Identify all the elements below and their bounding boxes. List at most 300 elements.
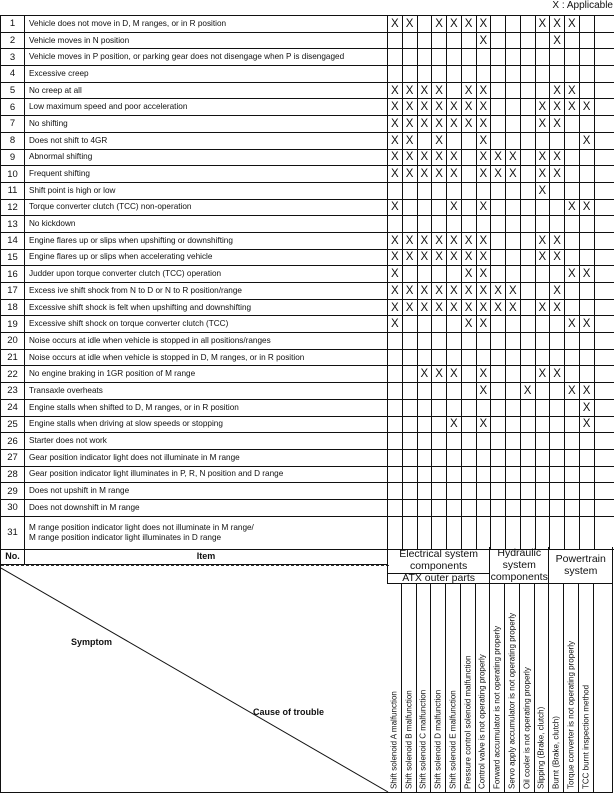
row-number: 17	[1, 283, 25, 299]
mark-cell	[462, 150, 477, 166]
mark-cell	[506, 333, 521, 349]
mark-cell	[462, 366, 477, 382]
category-hydraulic: Hydraulic system components	[490, 547, 548, 583]
category-atx: ATX outer parts	[387, 572, 490, 584]
mark-cell	[447, 350, 462, 366]
mark-cell	[462, 350, 477, 366]
mark-cell: X	[462, 99, 477, 115]
mark-cell	[491, 200, 506, 216]
mark-cell	[550, 417, 565, 433]
cause-column-label: Pressure control solenoid malfunction	[463, 655, 473, 789]
mark-cell	[506, 99, 521, 115]
table-header-area	[0, 547, 613, 793]
mark-cell	[491, 500, 506, 516]
table-row	[1, 49, 614, 66]
mark-cell	[565, 250, 580, 266]
cause-column-header	[446, 584, 461, 793]
mark-cell	[447, 450, 462, 466]
mark-cell	[418, 266, 433, 282]
mark-cell	[506, 450, 521, 466]
mark-cell	[388, 333, 403, 349]
header-no: No.	[1, 547, 25, 565]
mark-cell	[565, 433, 580, 449]
mark-cell	[418, 333, 433, 349]
mark-cell	[536, 316, 551, 332]
mark-cell: X	[403, 83, 418, 99]
symptom-label: Symptom	[71, 637, 113, 647]
mark-cell	[462, 216, 477, 232]
row-number: 26	[1, 433, 25, 449]
row-item: Frequent shifting	[25, 166, 388, 182]
mark-cell: X	[388, 250, 403, 266]
mark-cell: X	[447, 200, 462, 216]
mark-cell: X	[432, 116, 447, 132]
mark-cell: X	[418, 116, 433, 132]
row-item: Excessive shift shock on torque converter clutch (TCC)	[25, 316, 388, 332]
mark-cell	[447, 316, 462, 332]
mark-cell: X	[565, 316, 580, 332]
mark-cell	[521, 283, 536, 299]
table-row	[1, 83, 614, 100]
symptom-table	[0, 15, 614, 550]
cause-column-header	[505, 584, 520, 793]
mark-cell	[477, 350, 492, 366]
mark-cell	[403, 417, 418, 433]
mark-cell	[432, 316, 447, 332]
table-row	[1, 250, 614, 267]
mark-cell: X	[565, 200, 580, 216]
mark-cell	[565, 33, 580, 49]
row-item: No kickdown	[25, 216, 388, 232]
mark-cell	[580, 16, 595, 32]
row-item: Does not downshift in M range	[25, 500, 388, 516]
mark-cell	[580, 233, 595, 249]
mark-cell	[565, 400, 580, 416]
mark-cell	[491, 483, 506, 499]
mark-cell	[418, 49, 433, 65]
cause-column-header	[431, 584, 446, 793]
mark-cell	[521, 99, 536, 115]
cause-column-header	[490, 584, 505, 793]
mark-cell	[506, 200, 521, 216]
mark-cell	[521, 16, 536, 32]
mark-cell: X	[403, 150, 418, 166]
cause-column-label: Shift solenoid B malfunction	[404, 690, 414, 789]
mark-cell: X	[388, 200, 403, 216]
mark-cell: X	[462, 233, 477, 249]
row-item: No shifting	[25, 116, 388, 132]
mark-cell	[580, 467, 595, 483]
cause-column-label: Control valve is not operating properly	[477, 654, 487, 789]
table-row	[1, 183, 614, 200]
mark-cell: X	[388, 283, 403, 299]
mark-cell: X	[580, 316, 595, 332]
mark-cell: X	[432, 283, 447, 299]
mark-cell	[462, 200, 477, 216]
mark-cell	[418, 467, 433, 483]
mark-cell	[491, 450, 506, 466]
mark-cell	[550, 216, 565, 232]
cause-column-header	[461, 584, 476, 793]
mark-cell	[506, 400, 521, 416]
cause-column-header	[417, 584, 432, 793]
mark-cell: X	[580, 99, 595, 115]
row-number: 25	[1, 417, 25, 433]
mark-cell: X	[536, 366, 551, 382]
mark-cell: X	[506, 150, 521, 166]
mark-cell: X	[536, 99, 551, 115]
cause-column-label: Torque converter is not operating properly	[566, 640, 576, 789]
mark-cell	[491, 400, 506, 416]
mark-cell: X	[536, 300, 551, 316]
row-number: 24	[1, 400, 25, 416]
mark-cell	[506, 467, 521, 483]
mark-cell	[521, 33, 536, 49]
mark-cell	[580, 250, 595, 266]
mark-cell	[565, 216, 580, 232]
mark-cell	[432, 216, 447, 232]
row-item: Excessive shift shock is felt when upshifting and downshifting	[25, 300, 388, 316]
mark-cell: X	[477, 417, 492, 433]
mark-cell	[506, 116, 521, 132]
mark-cell: X	[477, 133, 492, 149]
mark-cell	[388, 183, 403, 199]
mark-cell	[580, 83, 595, 99]
mark-cell	[491, 333, 506, 349]
mark-cell: X	[536, 250, 551, 266]
mark-cell	[536, 467, 551, 483]
mark-cell	[477, 483, 492, 499]
mark-cell: X	[447, 150, 462, 166]
mark-cell	[565, 417, 580, 433]
mark-cell: X	[580, 266, 595, 282]
row-item: Transaxle overheats	[25, 383, 388, 399]
mark-cell	[388, 433, 403, 449]
mark-cell	[418, 133, 433, 149]
mark-cell: X	[388, 116, 403, 132]
mark-cell	[536, 133, 551, 149]
mark-cell	[521, 350, 536, 366]
cause-column-header	[579, 584, 594, 793]
row-item: M range position indicator light does not illuminate in M range/ M range position indicator light illuminates in D range	[25, 517, 388, 549]
cause-column-header	[564, 584, 579, 793]
mark-cell	[491, 250, 506, 266]
mark-cell: X	[462, 250, 477, 266]
mark-cell: X	[521, 383, 536, 399]
mark-cell	[550, 483, 565, 499]
category-powertrain: Powertrain system	[549, 547, 613, 584]
mark-cell	[521, 266, 536, 282]
mark-cell	[491, 49, 506, 65]
mark-cell	[521, 83, 536, 99]
mark-cell: X	[536, 166, 551, 182]
mark-cell	[565, 150, 580, 166]
row-item: Excess ive shift shock from N to D or N to R position/range	[25, 283, 388, 299]
mark-cell: X	[477, 300, 492, 316]
mark-cell	[477, 517, 492, 549]
mark-cell: X	[447, 99, 462, 115]
table-row	[1, 133, 614, 150]
row-item: Noise occurs at idle when vehicle is stopped in D, M ranges, or in R position	[25, 350, 388, 366]
mark-cell: X	[432, 99, 447, 115]
row-item: Engine flares up or slips when upshifting or downshifting	[25, 233, 388, 249]
mark-cell: X	[403, 233, 418, 249]
mark-cell: X	[550, 366, 565, 382]
mark-cell	[403, 467, 418, 483]
table-row	[1, 333, 614, 350]
row-item: Starter does not work	[25, 433, 388, 449]
mark-cell	[388, 517, 403, 549]
mark-cell	[491, 517, 506, 549]
mark-cell	[565, 467, 580, 483]
row-item: Vehicle does not move in D, M ranges, or in R position	[25, 16, 388, 32]
mark-cell: X	[447, 283, 462, 299]
mark-cell	[477, 66, 492, 82]
mark-cell	[565, 283, 580, 299]
mark-cell: X	[580, 200, 595, 216]
mark-cell: X	[388, 233, 403, 249]
mark-cell	[447, 183, 462, 199]
mark-cell	[506, 33, 521, 49]
mark-cell	[432, 500, 447, 516]
mark-cell	[462, 467, 477, 483]
row-item: No creep at all	[25, 83, 388, 99]
mark-cell: X	[462, 16, 477, 32]
mark-cell	[447, 500, 462, 516]
mark-cell	[506, 500, 521, 516]
table-row	[1, 150, 614, 167]
mark-cell	[447, 483, 462, 499]
row-number: 3	[1, 49, 25, 65]
mark-cell: X	[506, 300, 521, 316]
mark-cell: X	[462, 283, 477, 299]
mark-cell: X	[388, 150, 403, 166]
mark-cell	[432, 450, 447, 466]
mark-cell	[462, 183, 477, 199]
mark-cell: X	[477, 99, 492, 115]
mark-cell	[550, 350, 565, 366]
mark-cell: X	[565, 83, 580, 99]
mark-cell	[477, 433, 492, 449]
mark-cell	[388, 49, 403, 65]
row-item: Vehicle moves in N position	[25, 33, 388, 49]
mark-cell: X	[432, 366, 447, 382]
mark-cell: X	[447, 300, 462, 316]
mark-cell	[403, 216, 418, 232]
mark-cell	[506, 383, 521, 399]
mark-cell: X	[447, 366, 462, 382]
mark-cell	[550, 66, 565, 82]
mark-cell	[491, 316, 506, 332]
cause-column-header	[520, 584, 535, 793]
mark-cell	[521, 450, 536, 466]
table-row	[1, 467, 614, 484]
mark-cell	[565, 450, 580, 466]
mark-cell	[491, 99, 506, 115]
mark-cell: X	[477, 166, 492, 182]
mark-cell	[418, 450, 433, 466]
mark-cell	[580, 166, 595, 182]
mark-cell: X	[462, 316, 477, 332]
mark-cell: X	[550, 99, 565, 115]
row-number: 29	[1, 483, 25, 499]
mark-cell	[491, 233, 506, 249]
mark-cell	[565, 350, 580, 366]
mark-cell	[432, 350, 447, 366]
mark-cell	[580, 116, 595, 132]
mark-cell: X	[418, 83, 433, 99]
mark-cell	[477, 49, 492, 65]
mark-cell	[550, 433, 565, 449]
mark-cell	[403, 500, 418, 516]
table-row	[1, 33, 614, 50]
cause-column-label: Oil cooler is not operating properly	[522, 667, 532, 789]
mark-cell: X	[418, 166, 433, 182]
mark-cell	[580, 433, 595, 449]
mark-cell	[462, 433, 477, 449]
mark-cell: X	[536, 150, 551, 166]
mark-cell	[536, 66, 551, 82]
row-item: Abnormal shifting	[25, 150, 388, 166]
mark-cell: X	[550, 166, 565, 182]
mark-cell: X	[403, 133, 418, 149]
mark-cell	[447, 33, 462, 49]
mark-cell: X	[388, 266, 403, 282]
mark-cell	[403, 316, 418, 332]
mark-cell: X	[462, 116, 477, 132]
mark-cell	[418, 350, 433, 366]
mark-cell: X	[418, 150, 433, 166]
row-number: 19	[1, 316, 25, 332]
mark-cell	[580, 350, 595, 366]
mark-cell	[447, 133, 462, 149]
mark-cell	[550, 517, 565, 549]
mark-cell	[536, 216, 551, 232]
mark-cell	[521, 116, 536, 132]
mark-cell	[506, 350, 521, 366]
mark-cell	[550, 467, 565, 483]
row-number: 18	[1, 300, 25, 316]
mark-cell	[403, 517, 418, 549]
mark-cell: X	[506, 166, 521, 182]
cause-column-header	[549, 584, 564, 793]
mark-cell	[388, 400, 403, 416]
mark-cell	[432, 383, 447, 399]
mark-cell	[521, 417, 536, 433]
mark-cell	[418, 400, 433, 416]
table-row	[1, 66, 614, 83]
mark-cell	[580, 333, 595, 349]
mark-cell: X	[550, 283, 565, 299]
mark-cell	[432, 266, 447, 282]
row-item: Does not upshift in M range	[25, 483, 388, 499]
mark-cell	[565, 116, 580, 132]
row-number: 15	[1, 250, 25, 266]
mark-cell	[462, 417, 477, 433]
mark-cell: X	[418, 99, 433, 115]
mark-cell	[565, 366, 580, 382]
mark-cell: X	[477, 366, 492, 382]
mark-cell: X	[432, 83, 447, 99]
mark-cell	[447, 383, 462, 399]
mark-cell	[462, 383, 477, 399]
mark-cell: X	[550, 250, 565, 266]
mark-cell	[536, 33, 551, 49]
row-number: 21	[1, 350, 25, 366]
mark-cell	[536, 517, 551, 549]
mark-cell	[462, 450, 477, 466]
mark-cell	[491, 16, 506, 32]
table-row	[1, 517, 614, 550]
mark-cell: X	[550, 83, 565, 99]
mark-cell: X	[447, 233, 462, 249]
mark-cell	[418, 517, 433, 549]
table-row	[1, 99, 614, 116]
mark-cell	[462, 483, 477, 499]
mark-cell: X	[418, 283, 433, 299]
table-row	[1, 166, 614, 183]
mark-cell	[418, 316, 433, 332]
mark-cell	[521, 166, 536, 182]
mark-cell: X	[491, 166, 506, 182]
mark-cell	[580, 216, 595, 232]
mark-cell: X	[477, 283, 492, 299]
mark-cell	[432, 417, 447, 433]
row-number: 16	[1, 266, 25, 282]
mark-cell: X	[477, 33, 492, 49]
mark-cell: X	[403, 300, 418, 316]
table-row	[1, 300, 614, 317]
cause-column-label: Shift solenoid A malfunction	[389, 691, 399, 789]
cause-column-header	[476, 584, 491, 793]
table-row	[1, 216, 614, 233]
mark-cell	[521, 133, 536, 149]
mark-cell: X	[432, 150, 447, 166]
mark-cell: X	[418, 300, 433, 316]
mark-cell	[506, 266, 521, 282]
mark-cell: X	[580, 383, 595, 399]
mark-cell: X	[477, 266, 492, 282]
table-row	[1, 417, 614, 434]
mark-cell	[521, 433, 536, 449]
mark-cell: X	[432, 250, 447, 266]
mark-cell	[506, 517, 521, 549]
table-row	[1, 366, 614, 383]
mark-cell	[418, 433, 433, 449]
mark-cell	[565, 500, 580, 516]
mark-cell	[491, 116, 506, 132]
mark-cell	[462, 133, 477, 149]
row-number: 28	[1, 467, 25, 483]
mark-cell: X	[550, 16, 565, 32]
diagonal-divider	[1, 547, 389, 793]
mark-cell: X	[536, 183, 551, 199]
row-number: 31	[1, 517, 25, 549]
mark-cell	[462, 333, 477, 349]
mark-cell	[388, 33, 403, 49]
mark-cell	[388, 216, 403, 232]
table-row	[1, 116, 614, 133]
mark-cell	[565, 233, 580, 249]
cause-column-label: Shift solenoid C malfunction	[418, 689, 428, 789]
mark-cell	[506, 83, 521, 99]
table-row	[1, 400, 614, 417]
header-item: Item	[25, 547, 388, 565]
mark-cell	[418, 383, 433, 399]
mark-cell	[432, 33, 447, 49]
row-item: Judder upon torque converter clutch (TCC) operation	[25, 266, 388, 282]
mark-cell	[388, 483, 403, 499]
